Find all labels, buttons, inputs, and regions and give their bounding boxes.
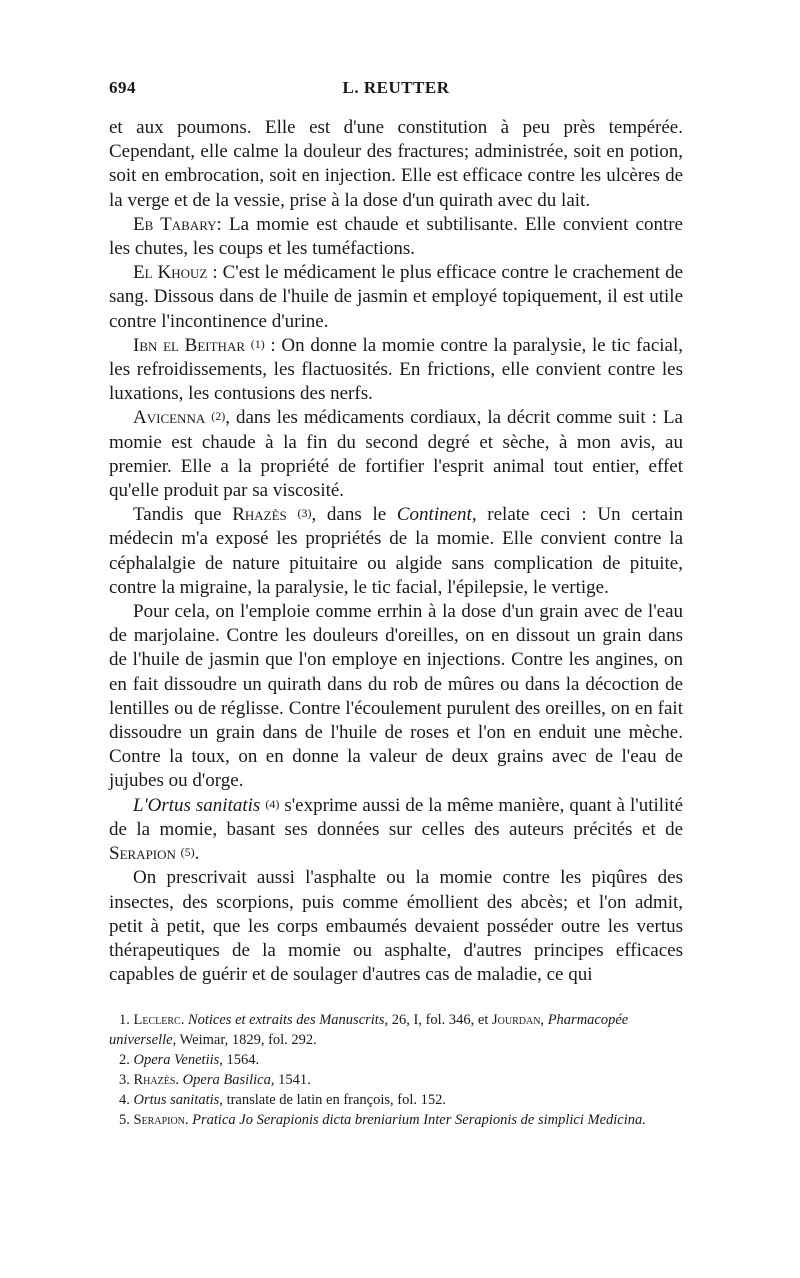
paragraph: L'Ortus sanitatis $^{(4)}$ s'exprime aussi de la même manière, quant à l'utilité de la momie, basant ses données sur celles des auteurs précités et de Serapion $^{(5)}$.	[109, 794, 684, 865]
footnote-reference: (3)	[297, 506, 312, 521]
page-number: 694	[109, 78, 136, 97]
paragraph: Tandis que Rhazès $^{(3)}$, dans le Continent, relate ceci : Un certain médecin m'a exposé les propriétés de la momie. Elle convient contre la céphalalgie de nature pituitaire ou algide sans complication de pituite, contre la migraine, la paralysie, le tic facial, l'épilepsie, le vertige.	[109, 504, 684, 598]
footnote-author: Jourdan,	[492, 1012, 545, 1028]
footnote-reference: (2)	[211, 409, 226, 424]
author-name: Eb Tabary	[133, 213, 217, 235]
body-text	[109, 116, 683, 987]
running-head: L. REUTTER	[342, 78, 450, 97]
author-name: Avicenna	[133, 407, 206, 429]
footnotes	[109, 1010, 683, 1130]
footnote-author: Rhazès.	[133, 1072, 180, 1088]
footnote: 4. Ortus sanitatis, translate de latin en françois, fol. 152.	[119, 1092, 447, 1108]
author-name: Rhazès	[232, 504, 287, 526]
paragraph: Eb Tabary: La momie est chaude et subtilisante. Elle convient contre les chutes, les coups et les tuméfactions.	[109, 213, 683, 260]
work-title: Continent,	[396, 504, 477, 526]
paragraph: Avicenna $^{(2)}$, dans les médicaments cordiaux, la décrit comme suit : La momie est chaude à la fin du second degré et sèche, à mon avis, au premier. Elle a la propriété de fortifier l'esprit animal tout entier, effet qu'elle produit par sa viscosité.	[109, 407, 683, 502]
author-name: Ibn el Beithar	[133, 334, 246, 356]
footnote-number: 5.	[119, 1112, 130, 1128]
footnote-number: 2.	[119, 1052, 130, 1068]
footnote-title: Ortus sanitatis,	[133, 1092, 223, 1108]
paragraph: et aux poumons. Elle est d'une constitution à peu près tempérée. Cependant, elle calme la douleur des fractures; administrée, soit en potion, soit en embrocation, soit en injection. Elle est efficace contre les ulcères de la verge et de la vessie, prise à la dose d'un quirath avec du lait.	[109, 117, 683, 211]
footnote-title: Notices et extraits des Manuscrits,	[187, 1012, 389, 1028]
author-name: El Khouz	[133, 262, 208, 284]
author-name: Serapion	[109, 843, 176, 865]
footnote-title: Pratica Jo Serapionis dicta breniarium Inter Serapionis de simplici Medicina.	[192, 1112, 646, 1128]
paragraph: On prescrivait aussi l'asphalte ou la momie contre les piqûres des insectes, des scorpions, puis comme émollient des abcès; et l'on admit, petit à petit, que les corps embaumés devaient posséder outre les vertus thérapeutiques de la momie ou asphalte, d'autres principes efficaces capables de guérir et de soulager d'autres cas de maladie, ce qui	[109, 867, 683, 986]
paragraph: Ibn el Beithar $^{(1)}$ : On donne la momie contre la paralysie, le tic facial, les refroidissements, les flactuosités. En frictions, elle convient contre les luxations, les contusions des nerfs.	[109, 334, 683, 405]
footnote-author: Serapion.	[133, 1112, 189, 1128]
footnote-title: Opera Basilica,	[182, 1072, 275, 1088]
footnote-number: 3.	[119, 1072, 130, 1088]
footnote-author: Leclerc.	[133, 1012, 185, 1028]
footnote	[109, 1110, 683, 1130]
paragraph: El Khouz : C'est le médicament le plus efficace contre le crachement de sang. Dissous dans de l'huile de jasmin et employé topiquement, il est utile contre l'incontinence d'urine.	[109, 262, 683, 332]
footnote-number: 4.	[119, 1092, 130, 1108]
footnote-reference: (4)	[265, 796, 280, 811]
footnote: 2. Opera Venetiis, 1564.	[119, 1052, 260, 1068]
footnote-reference: (1)	[250, 336, 265, 351]
paragraph: Pour cela, on l'emploie comme errhin à la dose d'un grain avec de l'eau de marjolaine. Contre les douleurs d'oreilles, on en dissout un grain dans de l'huile de jasmin que l'on employe en injections. Contre les angines, on en fait dissoudre un quirath dans du rob de mûres ou dans la décoction de lentilles ou de réglisse. Contre l'écoulement purulent des oreilles, on en fait dissoudre un grain dans de l'huile de roses et l'on en enduit une mèche. Contre la toux, on en donne la valeur de deux grains avec de l'eau de jujubes ou d'orge.	[109, 601, 683, 792]
footnote-title: Pharmacopée universelle,	[109, 1012, 629, 1048]
page-header	[109, 78, 683, 102]
footnote: 1. Leclerc. Notices et extraits des Manuscrits, 26, I, fol. 346, et Jourdan, Pharmacopée universelle, Weimar, 1829, fol. 292.	[109, 1012, 629, 1048]
footnote: 3. Rhazès. Opera Basilica, 1541.	[119, 1072, 311, 1088]
footnote-title: Opera Venetiis,	[133, 1052, 223, 1068]
footnote-number: 1.	[119, 1012, 130, 1028]
work-title: L'Ortus sanitatis	[133, 794, 261, 816]
footnote-reference: (5)	[180, 845, 195, 860]
